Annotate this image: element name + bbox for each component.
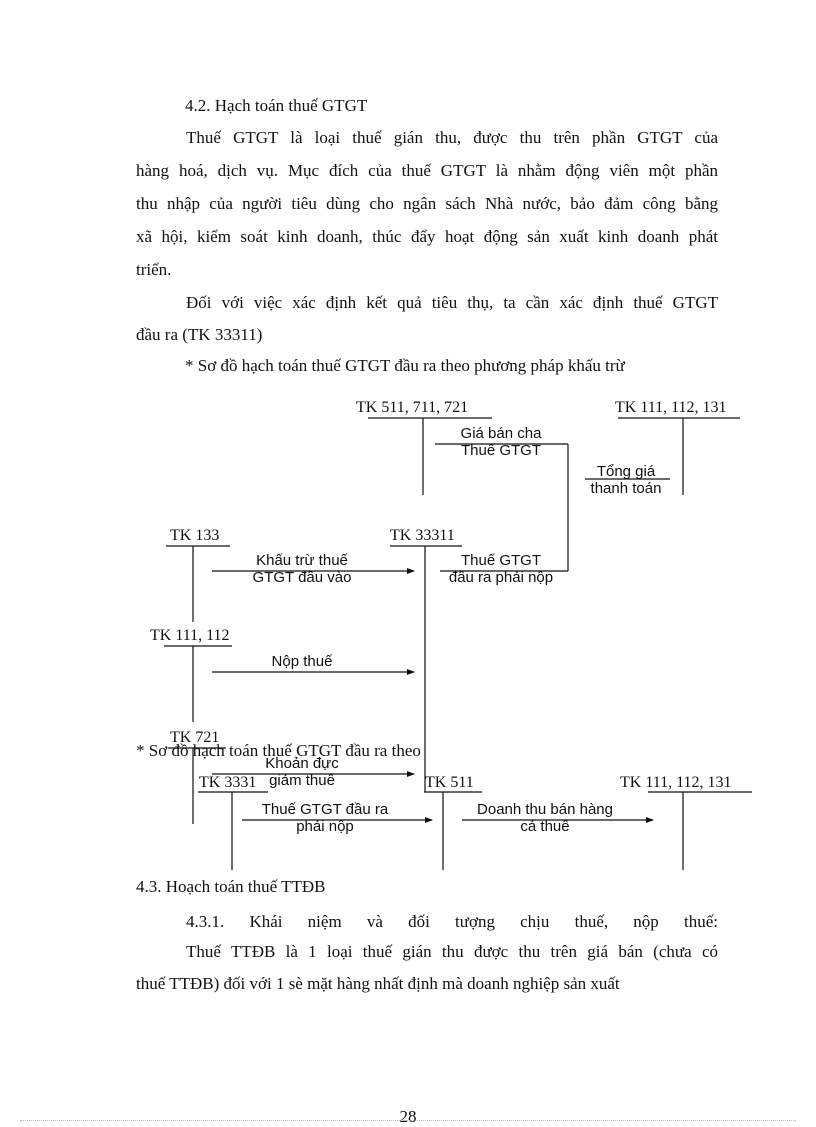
label-gia-ban-thue: Thuế GTGT xyxy=(460,442,542,459)
paragraph-ttdb-line-2: thuế TTĐB) đối với 1 sè mặt hàng nhất định mà doanh nghiệp sản xuất xyxy=(136,974,620,993)
paragraph-gtgt-line-1: Thuế GTGT là loại thuế gián thu, được thu trên phần GTGT của xyxy=(186,128,718,147)
account-tk133: TK 133 xyxy=(170,527,220,544)
account-tk33311: TK 33311 xyxy=(390,527,455,544)
label-gia-ban: Giá bán cha xyxy=(460,425,542,442)
label-khau-tru: Khấu trừ thuế xyxy=(256,552,348,569)
label-dau-ra-phai-nop: đầu ra phải nộp xyxy=(448,569,554,586)
footer-divider xyxy=(20,1120,796,1121)
diagram-title: * Sơ đồ hạch toán thuế GTGT đầu ra theo phương pháp khấu trừ xyxy=(185,356,625,375)
label-nop-thue: Nộp thuế xyxy=(271,653,333,670)
section-heading-4-3: 4.3. Hoạch toán thuế TTĐB xyxy=(136,877,326,896)
label-khoan-duoc: Khoản đực xyxy=(265,755,339,772)
account-tk3331: TK 3331 xyxy=(199,774,257,791)
label-gtgt-dau-vao: GTGT đầu vào xyxy=(252,569,352,586)
paragraph-ttdb-line-1: Thuế TTĐB là 1 loại thuế gián thu được thu trên giá bán (chưa có xyxy=(186,942,718,961)
diagram-2-title: * Sơ đồ hạch toán thuế GTGT đầu ra theo xyxy=(136,741,421,760)
label-thanh-toan: thanh toán xyxy=(590,480,662,497)
account-tk511: TK 511, 711, 721 xyxy=(356,399,469,416)
account-tk111-2: TK 111, 112, 131 xyxy=(620,774,732,791)
paragraph-gtgt-line-3: thu nhập của người tiêu dùng cho ngân sách Nhà nước, bảo đảm công bằng xyxy=(136,194,718,213)
paragraph-ket-qua-line-2: đầu ra (TK 33311) xyxy=(136,325,263,344)
paragraph-ket-qua-line-1: Đối với việc xác định kết quả tiêu thụ, ta cần xác định thuế GTGT xyxy=(186,293,718,312)
account-tk111b: TK 111, 112 xyxy=(150,627,230,644)
label-tong-gia: Tổng giá xyxy=(596,463,656,480)
label-ca-thue: cả thuế xyxy=(520,818,570,835)
section-heading-4-2: 4.2. Hạch toán thuế GTGT xyxy=(185,96,368,115)
label-phai-nop: phải nộp xyxy=(296,818,354,835)
label-thue-dau-ra: Thuế GTGT đầu ra xyxy=(261,801,389,818)
label-thue-gtgt: Thuế GTGT xyxy=(460,552,542,569)
label-doanh-thu: Doanh thu bán hàng xyxy=(477,801,613,818)
page-number: 28 xyxy=(399,1107,417,1126)
paragraph-gtgt-line-4: xã hội, kiểm soát kinh doanh, thúc đẩy hoạt động sản xuất kinh doanh phát xyxy=(136,227,718,246)
label-giam-thue: giảm thuế xyxy=(269,772,335,789)
sub-heading-4-3-1: 4.3.1. Khái niệm và đối tượng chịu thuế, nộp thuế: xyxy=(186,912,718,931)
account-tk511-2: TK 511 xyxy=(425,774,474,791)
paragraph-gtgt-line-2: hàng hoá, dịch vụ. Mục đích của thuế GTGT là nhằm động viên một phần xyxy=(136,161,718,180)
account-tk111-top: TK 111, 112, 131 xyxy=(615,399,727,416)
paragraph-gtgt-line-5: triển. xyxy=(136,260,172,279)
account-tk721: TK 721 xyxy=(170,729,220,746)
